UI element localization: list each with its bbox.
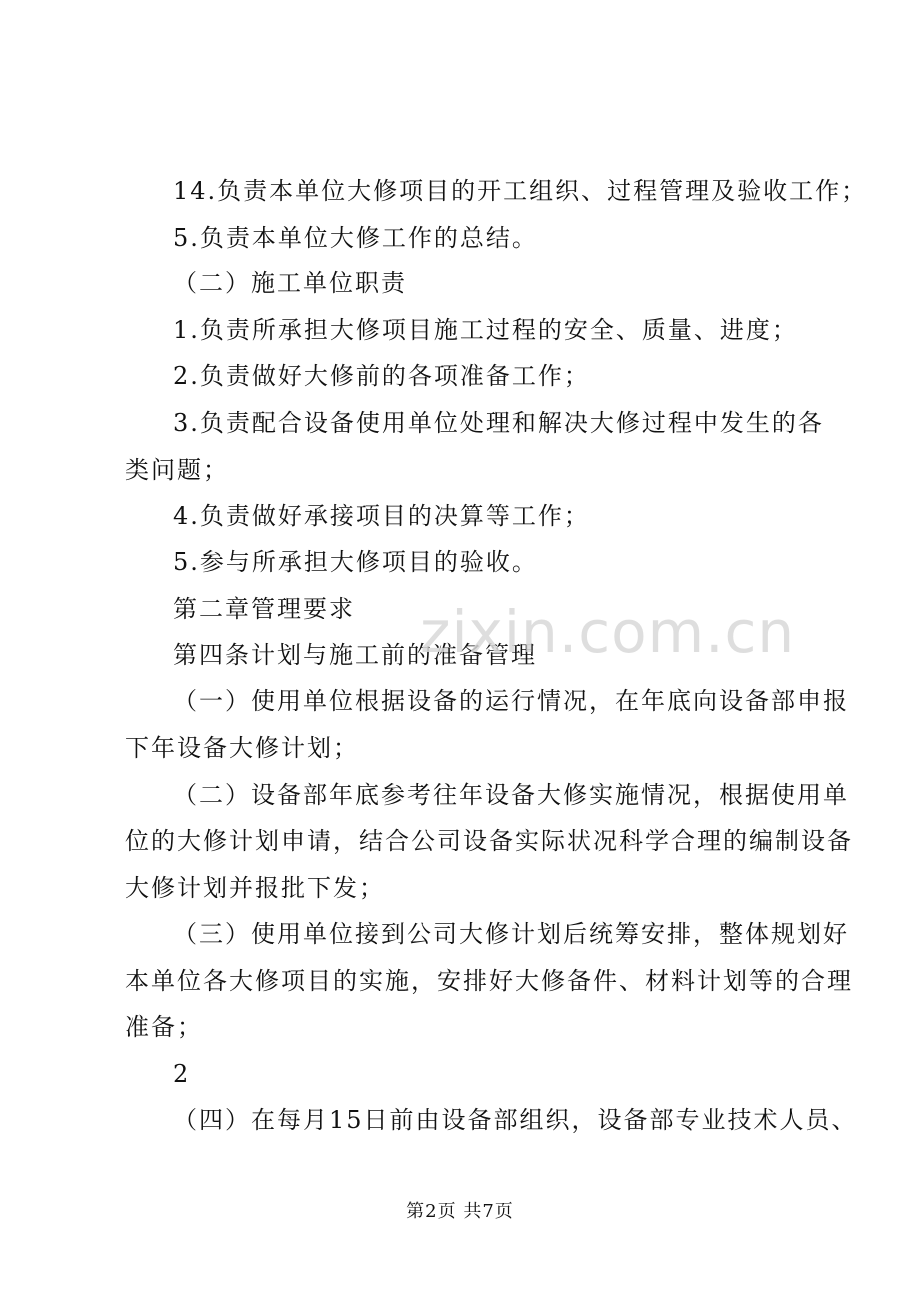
text-line: （一）使用单位根据设备的运行情况，在年底向设备部申报 <box>173 687 849 715</box>
text-line: 14.负责本单位大修项目的开工组织、过程管理及验收工作； <box>173 177 868 205</box>
text-line: 位的大修计划申请，结合公司设备实际状况科学合理的编制设备 <box>125 827 853 855</box>
text-line: 3.负责配合设备使用单位处理和解决大修过程中发生的各 <box>173 409 824 437</box>
text-line: 4.负责做好承接项目的决算等工作； <box>173 502 590 530</box>
article-heading: 第四条计划与施工前的准备管理 <box>173 641 537 669</box>
chapter-heading: 第二章管理要求 <box>173 595 355 623</box>
text-line: 准备； <box>125 1013 203 1041</box>
watermark: zixin.com.cn <box>420 598 796 666</box>
text-line: 本单位各大修项目的实施，安排好大修备件、材料计划等的合理 <box>125 967 853 995</box>
text-line: 1.负责所承担大修项目施工过程的安全、质量、进度； <box>173 316 798 344</box>
page-footer: 第2页 共7页 <box>406 1201 514 1222</box>
text-line: （二）施工单位职责 <box>173 269 407 297</box>
text-line: 类问题； <box>125 456 229 484</box>
text-line: 下年设备大修计划； <box>125 734 359 762</box>
text-line: 2.负责做好大修前的各项准备工作； <box>173 362 590 390</box>
text-line: 5.负责本单位大修工作的总结。 <box>173 224 538 252</box>
text-line: （四）在每月15日前由设备部组织，设备部专业技术人员、 <box>173 1106 858 1134</box>
inline-page-number: 2 <box>173 1060 191 1088</box>
text-line: 5.参与所承担大修项目的验收。 <box>173 548 538 576</box>
text-line: （二）设备部年底参考往年设备大修实施情况，根据使用单 <box>173 781 849 809</box>
text-line: （三）使用单位接到公司大修计划后统筹安排，整体规划好 <box>173 920 849 948</box>
text-line: 大修计划并报批下发； <box>125 874 385 902</box>
